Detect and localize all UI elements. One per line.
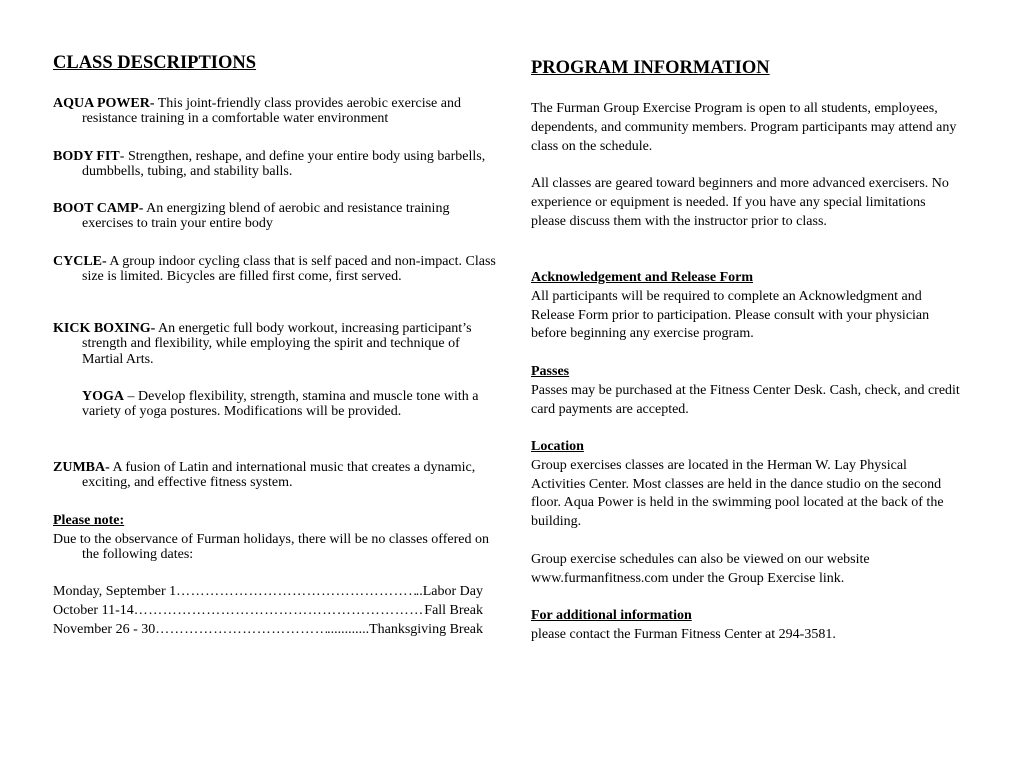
class-boot-camp	[53, 201, 503, 232]
class-name: AQUA POWER-	[53, 96, 155, 111]
class-zumba	[53, 460, 503, 491]
acknowledgement-text: All participants will be required to complete an Acknowledgment and Release Form prior to participation. Please consult with your physician before beginning any exercise program.	[531, 288, 930, 342]
holiday-name: ..Labor Day	[415, 584, 483, 599]
please-note-text: Due to the observance of Furman holidays, there will be no classes offered on the following dates:	[53, 532, 489, 563]
class-description: - Strengthen, reshape, and define your entire body using barbells, dumbbells, tubing, and stability balls.	[82, 149, 486, 180]
dot-leader	[176, 584, 416, 600]
class-description: – Develop flexibility, strength, stamina and muscle tone with a variety of yoga postures. Modifications will be provided.	[82, 389, 479, 420]
location-heading: Location	[531, 439, 584, 454]
passes-section	[531, 363, 961, 419]
additional-info-section	[531, 607, 961, 645]
class-description: This joint-friendly class provides aerobic exercise and resistance training in a comfortable water environment	[82, 96, 461, 127]
acknowledgement-heading: Acknowledgement and Release Form	[531, 270, 754, 285]
program-information-title: PROGRAM INFORMATION	[531, 58, 770, 78]
please-note-heading: Please note:	[53, 513, 125, 528]
class-name: BOOT CAMP-	[53, 201, 144, 216]
dot-leader	[155, 622, 327, 638]
holiday-name: Fall Break	[424, 603, 483, 618]
holiday-thanksgiving	[53, 622, 483, 638]
program-intro: The Furman Group Exercise Program is open to all students, employees, dependents, and community members. Program participants may attend any class on the schedule.	[531, 101, 957, 154]
class-name: CYCLE-	[53, 254, 107, 269]
class-cycle	[53, 254, 503, 285]
class-name: YOGA	[82, 389, 124, 404]
holiday-date: Monday, September 1	[53, 584, 177, 599]
location-section	[531, 438, 961, 532]
additional-info-text: please contact the Furman Fitness Center at 294-3581.	[531, 626, 836, 642]
class-descriptions-title: CLASS DESCRIPTIONS	[53, 53, 257, 73]
class-description: A fusion of Latin and international music that creates a dynamic, exciting, and effective fitness system.	[82, 460, 476, 491]
class-description: An energizing blend of aerobic and resistance training exercises to train your entire body	[82, 201, 450, 232]
holiday-fall-break	[53, 603, 483, 619]
class-name: BODY FIT	[53, 149, 120, 164]
holiday-labor-day	[53, 584, 483, 600]
passes-heading: Passes	[531, 364, 570, 379]
holiday-date: October 11-14	[53, 603, 134, 618]
program-levels: All classes are geared toward beginners and more advanced exercisers. No experience or equipment is needed. If you have any special limitations please discuss them with the instructor prior to class.	[531, 176, 949, 229]
class-description: An energetic full body workout, increasing participant’s strength and flexibility, while employing the spirit and technique of Martial Arts.	[82, 321, 472, 367]
class-yoga	[53, 389, 503, 420]
class-name: ZUMBA-	[53, 460, 110, 475]
holiday-date: November 26 - 30	[53, 622, 156, 637]
class-body-fit	[53, 149, 503, 180]
additional-info-heading: For additional information	[531, 608, 692, 623]
class-aqua-power	[53, 96, 503, 127]
dot-leader	[134, 603, 425, 619]
website-text: Group exercise schedules can also be viewed on our website www.furmanfitness.com under the Group Exercise link.	[531, 552, 870, 586]
acknowledgement-section	[531, 269, 961, 344]
class-description: A group indoor cycling class that is self paced and non-impact. Class size is limited. Bicycles are filled first come, first served.	[82, 254, 496, 285]
location-text: Group exercises classes are located in the Herman W. Lay Physical Activities Center. Most classes are held in the dance studio on the second floor. Aqua Power is held in the swimming pool located at the back of the building.	[531, 457, 944, 530]
passes-text: Passes may be purchased at the Fitness Center Desk. Cash, check, and credit card payments are accepted.	[531, 382, 960, 417]
holiday-name: ............Thanksgiving Break	[327, 622, 483, 637]
class-kick-boxing	[53, 321, 503, 367]
class-name: KICK BOXING-	[53, 321, 156, 336]
